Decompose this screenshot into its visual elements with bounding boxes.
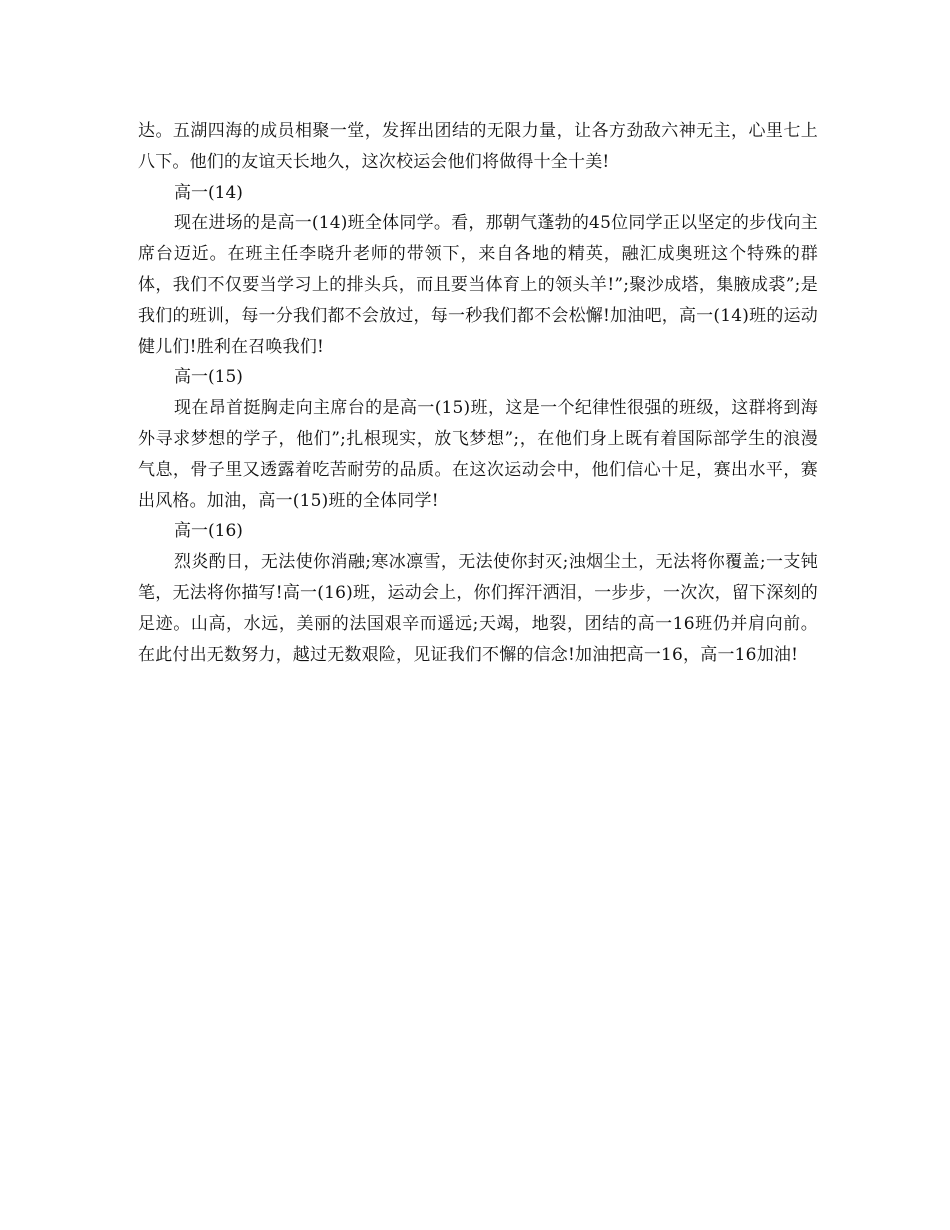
paragraph-intro-continuation: 达。五湖四海的成员相聚一堂，发挥出团结的无限力量，让各方劲敌六神无主，心里七上八下。他们的友谊天长地久，这次校运会他们将做得十全十美! — [138, 121, 818, 172]
section-heading-class-15: 高一(15) — [174, 367, 243, 388]
document-body — [138, 116, 818, 670]
paragraph-class-15: 现在昂首挺胸走向主席台的是高一(15)班，这是一个纪律性很强的班级，这群将到海外寻求梦想的学子，他们”;扎根现实，放飞梦想”;，在他们身上既有着国际部学生的浪漫气息，骨子里又透露着吃苦耐劳的品质。在这次运动会中，他们信心十足，赛出水平，赛出风格。加油，高一(15)班的全体同学! — [138, 398, 818, 511]
paragraph-class-16: 烈炎酌日，无法使你消融;寒冰凛雪，无法使你封灭;浊烟尘土，无法将你覆盖;一支钝笔，无法将你描写!高一(16)班，运动会上，你们挥汗洒泪，一步步，一次次，留下深刻的足迹。山高，水远，美丽的法国艰辛而遥远;天竭，地裂，团结的高一16班仍并肩向前。在此付出无数努力，越过无数艰险，见证我们不懈的信念!加油把高一16，高一16加油! — [138, 552, 818, 665]
paragraph-class-14: 现在进场的是高一(14)班全体同学。看，那朝气蓬勃的45位同学正以坚定的步伐向主席台迈近。在班主任李晓升老师的带领下，来自各地的精英，融汇成奥班这个特殊的群体，我们不仅要当学习上的排头兵，而且要当体育上的领头羊!”;聚沙成塔，集腋成裘”;是我们的班训，每一分我们都不会放过，每一秒我们都不会松懈!加油吧，高一(14)班的运动健儿们!胜利在召唤我们! — [138, 213, 818, 357]
section-heading-class-14: 高一(14) — [174, 182, 243, 203]
section-heading-class-16: 高一(16) — [174, 521, 243, 542]
